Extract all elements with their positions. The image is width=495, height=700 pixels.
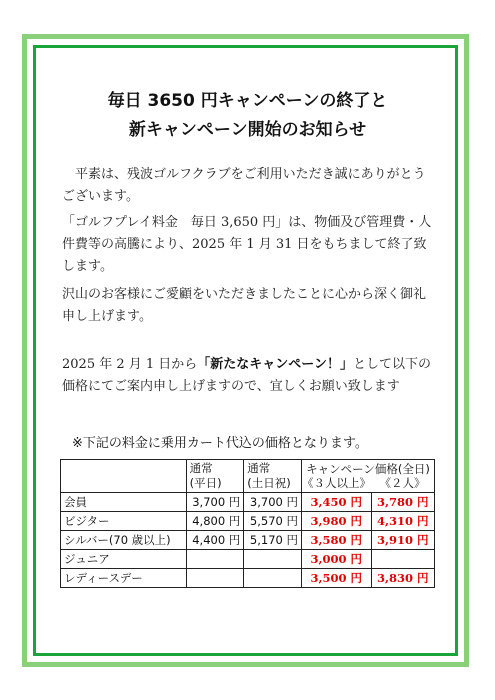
header-weekday: 通常 (平日): [186, 460, 244, 493]
row-campaign3-price: 3,450 円: [301, 493, 371, 512]
row-name: シルバー(70 歳以上): [61, 531, 187, 550]
table-header-row: [61, 460, 435, 493]
new-campaign-paragraph: [62, 354, 432, 398]
new-campaign-text-after: として以下の価格にてご案内申し上げますので、宜しくお願い致します: [62, 357, 432, 394]
table-row: [61, 531, 435, 550]
new-campaign-text-before: 2025 年 2 月 1 日から: [62, 357, 198, 372]
row-campaign2-price: 3,780 円: [371, 493, 435, 512]
row-weekday-price: 4,800 円: [186, 512, 244, 531]
row-holiday-price: 5,570 円: [244, 512, 302, 531]
row-campaign2-price: 3,910 円: [371, 531, 435, 550]
header-holiday: 通常 (土日祝): [244, 460, 302, 493]
row-weekday-price: [186, 569, 244, 588]
table-row: [61, 512, 435, 531]
table-row: [61, 569, 435, 588]
row-name: ビジター: [61, 512, 187, 531]
campaign-end-paragraph: 「ゴルフプレイ料金 毎日 3,650 円」は、物価及び管理費・人件費等の高騰により、2025 年 1 月 31 日をもちまして終了致します。: [62, 215, 432, 274]
row-campaign3-price: 3,000 円: [301, 550, 371, 569]
row-holiday-price: [244, 569, 302, 588]
cart-fee-note: ※下記の料金に乗用カート代込の価格となります。: [72, 436, 368, 451]
title-line-1: 毎日 3650 円キャンペーンの終了と: [107, 91, 388, 111]
row-weekday-price: [186, 550, 244, 569]
row-holiday-price: [244, 550, 302, 569]
header-campaign-2: 《２人》: [379, 476, 426, 490]
header-campaign-3plus: 《３人以上》: [301, 476, 371, 490]
row-name: ジュニア: [61, 550, 187, 569]
price-table: [60, 459, 435, 588]
row-campaign3-price: 3,980 円: [301, 512, 371, 531]
row-holiday-price: 5,170 円: [244, 531, 302, 550]
row-campaign3-price: 3,500 円: [301, 569, 371, 588]
row-campaign2-price: [371, 550, 435, 569]
row-holiday-price: 3,700 円: [244, 493, 302, 512]
row-campaign2-price: 3,830 円: [371, 569, 435, 588]
row-campaign2-price: 4,310 円: [371, 512, 435, 531]
thanks-paragraph: 沢山のお客様にご愛顧をいただきましたことに心から深く御礼申し上げます。: [62, 287, 427, 324]
new-campaign-highlight: 「新たなキャンペーン！」: [197, 357, 354, 372]
title-line-2: 新キャンペーン開始のお知らせ: [128, 120, 367, 140]
header-empty-cell: [61, 460, 187, 493]
table-row: [61, 550, 435, 569]
row-campaign3-price: 3,580 円: [301, 531, 371, 550]
row-name: 会員: [61, 493, 187, 512]
greeting-paragraph: 平素は、残波ゴルフクラブをご利用いただき誠にありがとうございます。: [62, 167, 426, 204]
row-name: レディースデー: [61, 569, 187, 588]
row-weekday-price: 3,700 円: [186, 493, 244, 512]
header-campaign: キャンペーン価格(全日) 《３人以上》 《２人》: [301, 460, 434, 493]
row-weekday-price: 4,400 円: [186, 531, 244, 550]
table-row: [61, 493, 435, 512]
